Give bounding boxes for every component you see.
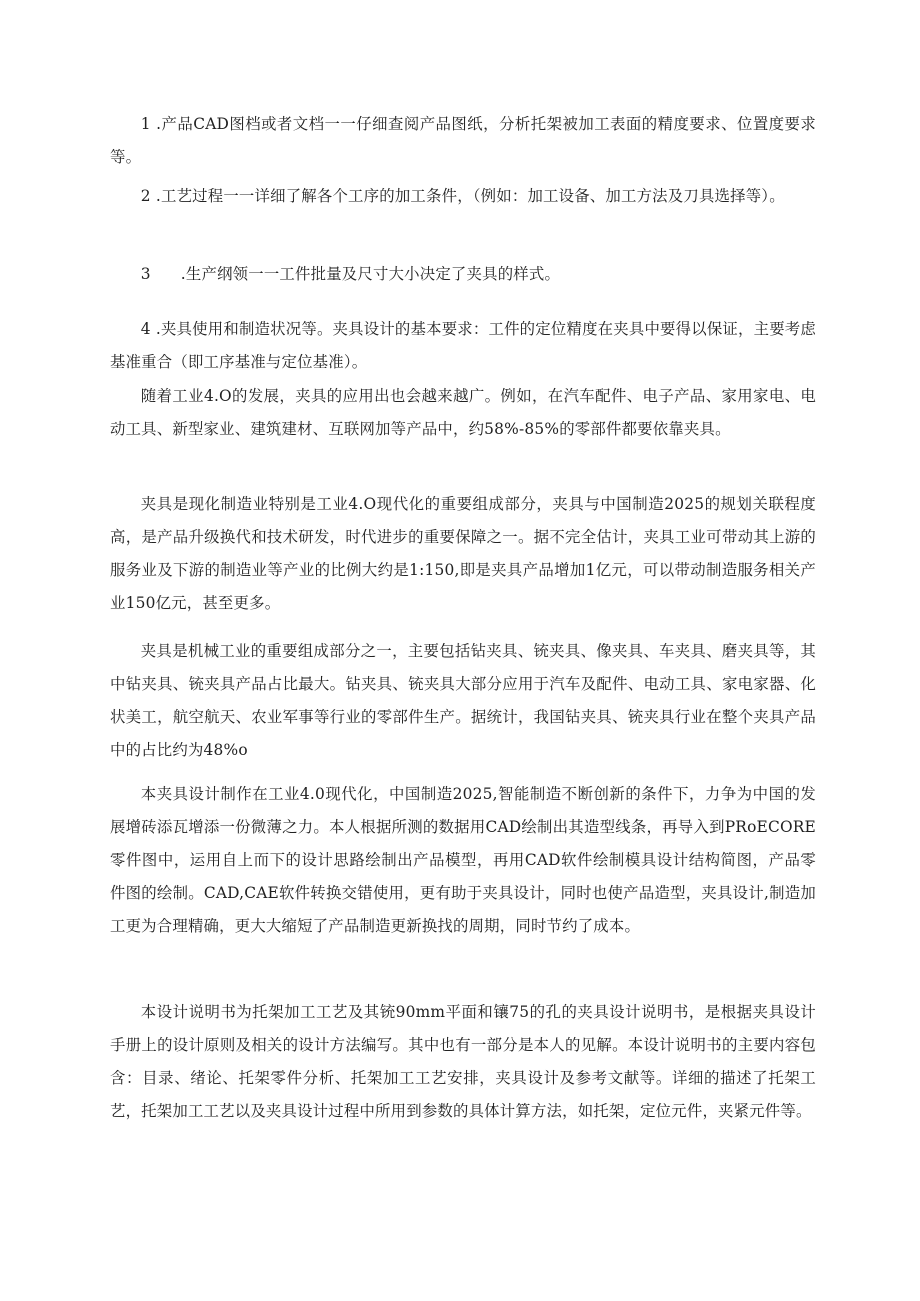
paragraph-item-3 (110, 258, 816, 291)
paragraph-item-3-number: 3 (140, 265, 151, 283)
paragraph-item-4: 4 .夹具使用和制造状况等。夹具设计的基本要求：工件的定位精度在夹具中要得以保证，主要考虑基准重合（即工序基准与定位基准）。 (110, 320, 816, 371)
paragraph-fixture-types: 夹具是机械工业的重要组成部分之一，主要包括钻夹具、铳夹具、像夹具、车夹具、磨夹具等，其中钻夹具、铳夹具产品占比最大。钻夹具、铳夹具大部分应用于汽车及配件、电动工具、家电家器、化状美工，航空航天、农业军事等行业的零部件生产。据统计，我国钻夹具、铳夹具行业在整个夹具产品中的占比约为48%o (110, 642, 816, 759)
paragraph-industry-4-development: 随着工业4.O的发展，夹具的应用出也会越来越广。例如，在汽车配件、电子产品、家用家电、电动工具、新型家业、建筑建材、互联网加等产品中，约58%-85%的零部件都要依靠夹具。 (110, 387, 816, 438)
paragraph-fixture-importance: 夹具是现化制造业特别是工业4.O现代化的重要组成部分，夹具与中国制造2025的规划关联程度高，是产品升级换代和技术研发，时代进步的重要保障之一。据不完全估计，夹具工业可带动其上游的服务业及下游的制造业等产业的比例大约是1:150,即是夹具产品增加1亿元，可以带动制造服务相关产业150亿元，甚至更多。 (110, 495, 816, 612)
paragraph-item-1: 1 .产品CAD图档或者文档一一仔细查阅产品图纸，分析托架被加工表面的精度要求、位置度要求等。 (110, 115, 816, 166)
paragraph-design-context: 本夹具设计制作在工业4.0现代化，中国制造2025,智能制造不断创新的条件下，力争为中国的发展增砖添瓦增添一份微薄之力。本人根据所测的数据用CAD绘制出其造型线条，再导入到PRoECORE零件图中，运用自上而下的设计思路绘制出产品模型，再用CAD软件绘制模具设计结构简图，产品零件图的绘制。CAD,CAE软件转换交错使用，更有助于夹具设计，同时也使产品造型，夹具设计,制造加工更为合理精确，更大大缩短了产品制造更新换找的周期，同时节约了成本。 (110, 785, 816, 935)
paragraph-item-2: 2 .工艺过程一一详细了解各个工序的加工条件，（例如：加工设备、加工方法及刀具选择等）。 (140, 187, 785, 205)
paragraph-item-3-text: .生产纲领一一工件批量及尺寸大小决定了夹具的样式。 (180, 265, 561, 283)
paragraph-manual-summary: 本设计说明书为托架加工工艺及其铳90mm平面和镶75的孔的夹具设计说明书，是根据夹具设计手册上的设计原则及相关的设计方法编写。其中也有一部分是本人的见解。本设计说明书的主要内容包含：目录、绪论、托架零件分析、托架加工工艺安排，夹具设计及参考文献等。详细的描述了托架工艺，托架加工工艺以及夹具设计过程中所用到参数的具体计算方法，如托架，定位元件，夹紧元件等。 (110, 1003, 816, 1120)
